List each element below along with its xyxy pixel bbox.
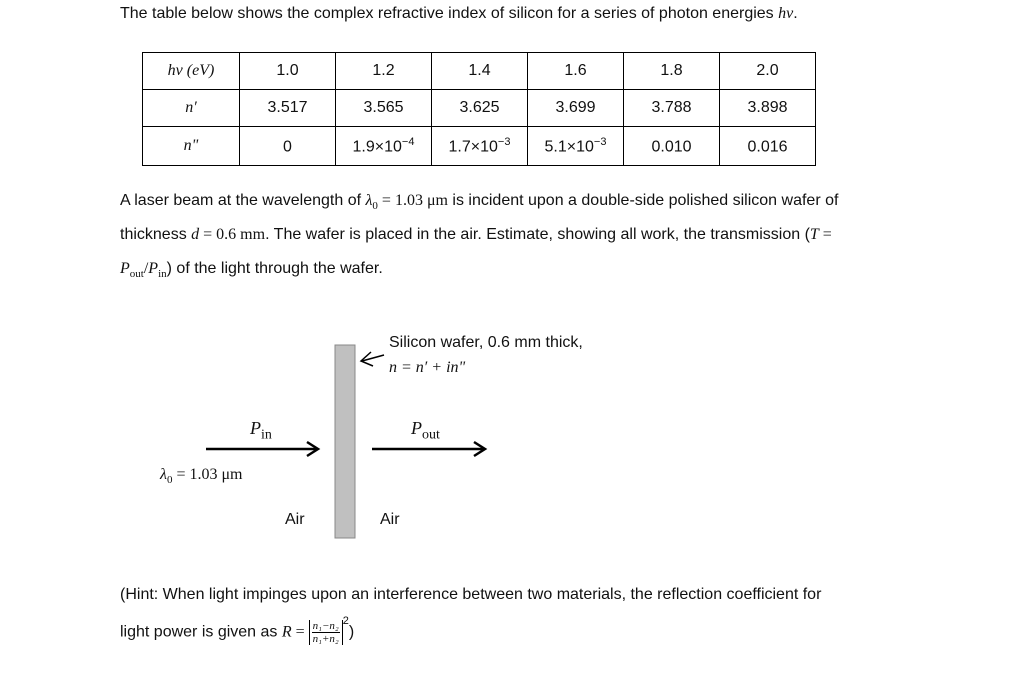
hint-text: light power is given as <box>120 623 282 641</box>
fraction-numerator: n₁−n₂ <box>312 619 339 632</box>
wafer-formula: n = n′ + in" <box>389 359 466 376</box>
diagram-wavelength <box>160 466 242 486</box>
row-label-energy-text: hν (eV) <box>167 62 215 79</box>
hint-line-2 <box>120 607 354 652</box>
lambda-subscript: 0 <box>372 200 378 213</box>
problem-text: ) of the light through the wafer. <box>166 260 383 277</box>
table-cell: 1.0 <box>240 53 336 90</box>
table-cell: 1.4 <box>432 53 528 90</box>
power-out-subscript: out <box>129 268 144 281</box>
row-label-n-imag-text: n" <box>183 137 199 154</box>
fraction <box>312 620 340 645</box>
abs-value-bars <box>309 620 343 645</box>
air-left-label: Air <box>285 511 305 528</box>
cell-base: 1.7×10 <box>448 138 498 156</box>
cell-exp: −4 <box>401 135 415 148</box>
silicon-wafer <box>335 345 355 538</box>
intro-text-after: . <box>793 5 798 22</box>
cell-base: 5.1×10 <box>544 138 594 156</box>
intro-symbol-hv: hν <box>778 5 794 22</box>
table-cell: 3.625 <box>432 90 528 127</box>
thickness-symbol: d <box>191 226 200 243</box>
problem-text: A laser beam at the wavelength of <box>120 192 366 209</box>
row-label-n-real-text: n′ <box>185 99 197 116</box>
problem-text: is incident upon a double-side polished silicon wafer of <box>447 192 839 209</box>
equals-sign: = <box>291 623 309 641</box>
lambda-symbol: λ <box>365 192 373 209</box>
air-right-label: Air <box>380 511 400 528</box>
problem-text: . The wafer is placed in the air. Estimate, showing all work, the transmission ( <box>265 226 810 243</box>
lambda-value: = 1.03 μm <box>377 192 448 209</box>
p-out-subscript: out <box>422 427 440 443</box>
table-cell: 3.898 <box>720 90 816 127</box>
p-in-subscript: in <box>261 427 272 443</box>
table-cell: 1.6 <box>528 53 624 90</box>
cell-base: 0.016 <box>747 138 788 156</box>
p-out-label <box>411 418 440 444</box>
fraction-denominator: n₁+n₂ <box>312 632 339 645</box>
power-symbol: P <box>120 260 130 277</box>
intro-text-before: The table below shows the complex refractive index of silicon for a series of photon energies <box>120 5 779 22</box>
diagram-lambda-subscript: 0 <box>166 474 173 487</box>
p-in-label <box>250 418 272 444</box>
cell-base: 0.010 <box>651 138 692 156</box>
hint-close-paren: ) <box>348 623 355 641</box>
p-out-symbol: P <box>411 418 422 438</box>
hint-exponent: 2 <box>342 615 349 627</box>
table-cell: 1.2 <box>336 53 432 90</box>
cell-exp: −3 <box>497 135 511 148</box>
table-cell: 1.8 <box>624 53 720 90</box>
slash: / <box>143 260 149 277</box>
diagram-lambda: λ <box>160 466 167 483</box>
p-in-symbol: P <box>250 418 261 438</box>
table-cell: 3.699 <box>528 90 624 127</box>
problem-text: thickness <box>120 226 192 243</box>
transmission-symbol: T <box>809 226 819 243</box>
power-symbol: P <box>148 260 159 277</box>
cell-base: 1.9×10 <box>352 138 402 156</box>
cell-exp: −3 <box>593 135 607 148</box>
table-cell: 3.517 <box>240 90 336 127</box>
wafer-label: Silicon wafer, 0.6 mm thick, <box>389 334 583 351</box>
cell-base: 0 <box>283 138 292 156</box>
diagram-lambda-value: = 1.03 μm <box>172 466 243 483</box>
table-cell: 3.565 <box>336 90 432 127</box>
thickness-value: = 0.6 mm <box>199 226 266 243</box>
power-in-subscript: in <box>158 268 167 281</box>
reflection-symbol: R <box>281 623 292 641</box>
equals-sign: = <box>818 226 832 243</box>
table-cell: 3.788 <box>624 90 720 127</box>
hint-line-1: (Hint: When light impinges upon an interference between two materials, the reflection coefficient for <box>120 586 822 603</box>
table-cell: 2.0 <box>720 53 816 90</box>
